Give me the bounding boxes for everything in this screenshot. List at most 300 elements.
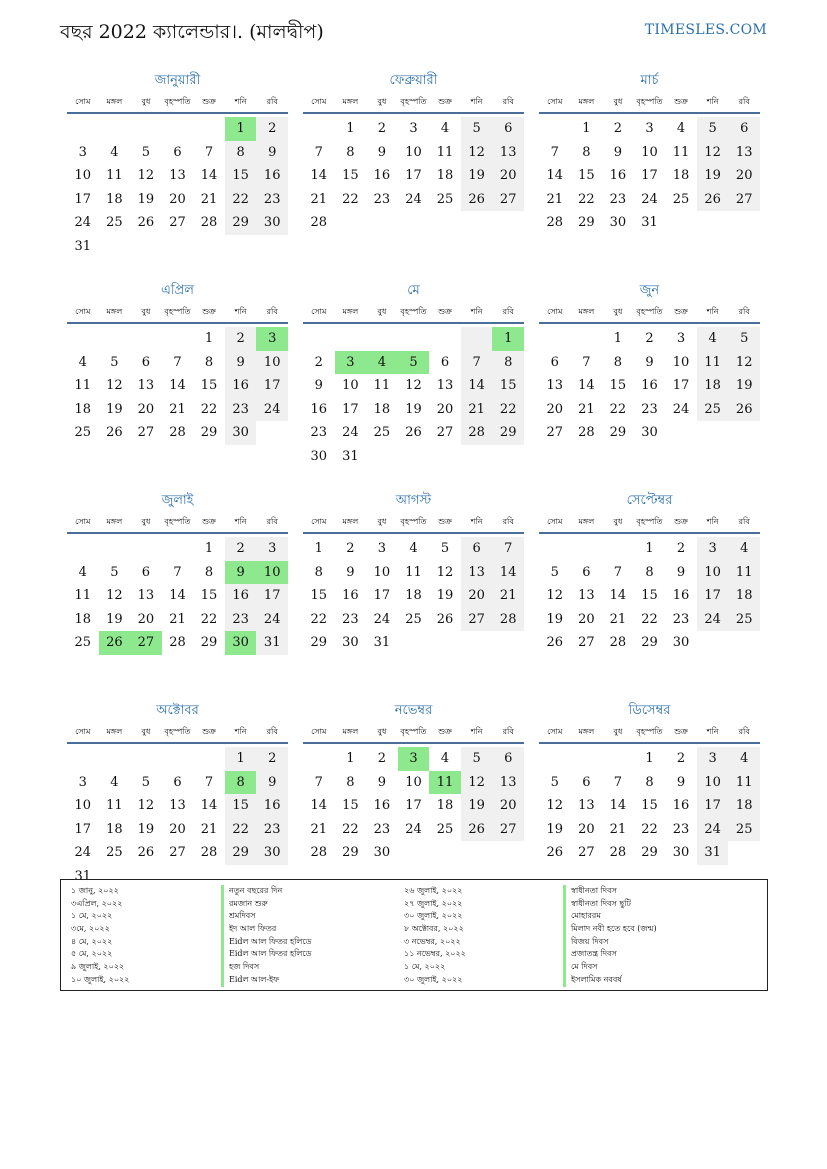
- empty-cell: [728, 841, 760, 865]
- holiday-name: Eidল আল ফিতর হলিডে: [221, 936, 312, 949]
- day-cell: 6: [492, 747, 524, 771]
- day-cell: 5: [110, 564, 119, 580]
- holiday-date: ৪ মে, ২০২২: [71, 936, 113, 946]
- empty-cell: [398, 211, 430, 235]
- day-cell: 15: [200, 378, 218, 393]
- day-cell: 8: [645, 774, 654, 790]
- holiday-name: মোহাররম: [563, 910, 657, 923]
- weekday-label: শনি: [706, 97, 719, 106]
- day-cell: 3: [78, 774, 87, 790]
- weekday-label: শুক্র: [674, 97, 688, 106]
- weekday-label: বুধ: [613, 727, 623, 736]
- weekday-label: শনি: [706, 727, 719, 736]
- month-block: [539, 72, 760, 282]
- weekday-header: [303, 304, 524, 324]
- empty-cell: [335, 211, 367, 235]
- day-cell: 26: [137, 215, 155, 230]
- day-cell: 8: [346, 774, 355, 790]
- day-cell: 30: [641, 425, 658, 440]
- day-cell: 3: [697, 537, 729, 561]
- day-cell: 19: [697, 164, 729, 188]
- empty-cell: [492, 445, 524, 469]
- day-cell: 15: [641, 798, 658, 813]
- empty-cell: [130, 327, 162, 351]
- day-cell: 7: [613, 564, 623, 580]
- weekday-label: বুধ: [141, 97, 151, 106]
- day-cell: 8: [582, 144, 591, 160]
- day-cell: 29: [200, 635, 218, 650]
- empty-cell: [571, 327, 603, 351]
- day-cell: 15: [225, 164, 257, 188]
- day-cell: 15: [310, 588, 328, 603]
- empty-cell: [697, 631, 729, 655]
- holiday-date: ১ জানু, ২০২২: [71, 886, 119, 895]
- day-cell: 16: [256, 794, 288, 818]
- empty-cell: [366, 445, 398, 469]
- day-cell: 3: [256, 537, 288, 561]
- day-grid: [539, 117, 760, 235]
- empty-cell: [225, 235, 257, 259]
- day-cell: 12: [405, 378, 422, 393]
- day-cell: 15: [578, 168, 595, 183]
- day-cell: 13: [137, 588, 155, 603]
- day-cell: 30: [256, 211, 288, 235]
- weekday-label: বুধ: [141, 307, 151, 316]
- day-cell: 2: [225, 327, 257, 351]
- empty-cell: [602, 747, 634, 771]
- day-cell: 17: [405, 798, 422, 813]
- day-cell: 16: [256, 164, 288, 188]
- day-cell: 11: [672, 144, 690, 160]
- day-cell: 13: [492, 771, 524, 795]
- calendar-grid: [67, 72, 760, 912]
- day-cell: 15: [492, 374, 524, 398]
- holiday-name: Eidল আল-ইফ: [221, 974, 312, 987]
- day-cell: 22: [225, 818, 257, 842]
- day-cell: 1: [346, 751, 355, 766]
- day-cell: 15: [609, 378, 627, 393]
- empty-cell: [429, 327, 461, 351]
- day-cell: 1: [492, 327, 524, 351]
- holiday-name: মে দিবস: [563, 961, 657, 974]
- day-cell: 28: [310, 215, 328, 230]
- weekday-label: বুধ: [377, 727, 387, 736]
- day-cell: 14: [200, 798, 218, 813]
- empty-cell: [492, 841, 524, 865]
- day-cell: 26: [99, 631, 131, 655]
- day-cell: 20: [436, 401, 454, 417]
- holiday-date: ৫ মে, ২০২২: [71, 949, 113, 959]
- day-cell: 15: [342, 168, 359, 183]
- day-cell: 13: [578, 798, 595, 813]
- holiday-name: প্রজাতন্ত্র দিবস: [563, 948, 657, 961]
- day-cell: 11: [74, 588, 92, 603]
- day-cell: 29: [342, 845, 359, 860]
- day-cell: 19: [728, 374, 760, 398]
- day-cell: 22: [492, 398, 524, 422]
- day-cell: 31: [373, 635, 391, 650]
- day-cell: 30: [672, 845, 690, 860]
- weekday-label: মঙ্গল: [342, 97, 359, 106]
- day-cell: 8: [204, 354, 214, 370]
- day-cell: 22: [641, 611, 658, 627]
- day-cell: 5: [141, 774, 151, 790]
- month-name: আগস্ট: [395, 493, 432, 508]
- empty-cell: [130, 117, 162, 141]
- weekday-label: মঙ্গল: [342, 307, 359, 316]
- site-link[interactable]: TIMESLES.COM: [644, 22, 767, 38]
- day-cell: 21: [169, 611, 186, 627]
- weekday-header: [303, 94, 524, 114]
- day-cell: 11: [373, 378, 391, 393]
- weekday-header: [67, 94, 288, 114]
- weekday-label: সোম: [75, 517, 91, 526]
- day-cell: 8: [492, 351, 524, 375]
- holiday-name: শ্রমদিবস: [221, 910, 312, 923]
- day-cell: 23: [672, 821, 690, 837]
- day-cell: 18: [74, 611, 92, 627]
- day-cell: 13: [578, 588, 595, 603]
- weekday-label: বুধ: [613, 517, 623, 526]
- holiday-date: ১ মে, ২০২২: [404, 962, 446, 972]
- day-cell: 16: [672, 588, 690, 603]
- holiday-name: মিলাদ নবী হতে হবে (জন্ম): [563, 923, 657, 936]
- day-cell: 17: [74, 821, 92, 837]
- day-cell: 27: [492, 818, 524, 842]
- day-cell: 8: [225, 771, 257, 795]
- day-cell: 3: [335, 351, 367, 375]
- weekday-label: বৃহস্পতি: [400, 517, 427, 526]
- day-cell: 23: [672, 611, 690, 627]
- day-cell: 13: [461, 561, 493, 585]
- holiday-date: ২৭ জুলাই, ২০২২: [404, 898, 463, 908]
- day-cell: 17: [256, 374, 288, 398]
- weekday-label: মঙ্গল: [578, 307, 595, 316]
- weekday-label: বৃহস্পতি: [636, 517, 663, 526]
- day-cell: 20: [461, 584, 493, 608]
- weekday-label: সোম: [75, 307, 91, 316]
- empty-cell: [398, 841, 430, 865]
- day-cell: 6: [173, 774, 182, 790]
- day-cell: 26: [546, 845, 564, 860]
- day-cell: 24: [405, 191, 422, 207]
- month-block: [303, 72, 524, 282]
- day-cell: 18: [672, 168, 690, 183]
- empty-cell: [162, 117, 194, 141]
- day-cell: 28: [461, 421, 493, 445]
- day-cell: 12: [137, 798, 155, 813]
- weekday-label: রবি: [738, 97, 750, 106]
- day-cell: 9: [256, 771, 288, 795]
- day-cell: 9: [377, 774, 387, 790]
- weekday-label: শুক্র: [202, 517, 216, 526]
- day-cell: 12: [697, 141, 729, 165]
- day-cell: 2: [256, 117, 288, 141]
- weekday-label: শনি: [470, 97, 483, 106]
- day-cell: 1: [645, 751, 654, 766]
- weekday-label: শুক্র: [438, 727, 452, 736]
- day-cell: 7: [461, 351, 493, 375]
- empty-cell: [130, 537, 162, 561]
- day-cell: 25: [436, 191, 454, 207]
- day-cell: 12: [106, 588, 123, 603]
- empty-cell: [256, 235, 288, 259]
- day-cell: 17: [697, 794, 729, 818]
- day-cell: 14: [492, 561, 524, 585]
- day-grid: [303, 537, 524, 655]
- day-cell: 18: [74, 401, 92, 417]
- day-cell: 14: [609, 588, 627, 603]
- day-cell: 28: [169, 635, 186, 650]
- day-cell: 5: [550, 774, 559, 790]
- day-cell: 4: [728, 537, 760, 561]
- day-cell: 28: [578, 425, 595, 440]
- day-cell: 28: [310, 845, 328, 860]
- weekday-label: বুধ: [141, 727, 151, 736]
- day-cell: 3: [409, 121, 418, 136]
- day-cell: 22: [200, 401, 218, 417]
- day-cell: 17: [672, 378, 690, 393]
- month-block: [67, 72, 288, 282]
- weekday-label: মঙ্গল: [342, 517, 359, 526]
- month-block: [539, 492, 760, 702]
- day-cell: 25: [672, 191, 690, 207]
- day-cell: 14: [169, 588, 186, 603]
- day-cell: 10: [641, 144, 658, 160]
- day-cell: 19: [461, 794, 493, 818]
- weekday-header: [303, 514, 524, 534]
- holiday-name: ইদ আল ফিতর: [221, 923, 312, 936]
- day-cell: 11: [697, 351, 729, 375]
- day-cell: 22: [578, 191, 595, 207]
- day-cell: 28: [609, 635, 627, 650]
- day-cell: 24: [641, 191, 658, 207]
- day-cell: 20: [169, 191, 186, 207]
- day-cell: 2: [346, 541, 355, 556]
- holiday-date: ৩ নভেম্বর, ২০২২: [404, 936, 461, 946]
- day-cell: 13: [436, 378, 454, 393]
- weekday-label: শনি: [234, 727, 247, 736]
- day-cell: 5: [461, 747, 493, 771]
- weekday-label: সোম: [547, 307, 563, 316]
- day-cell: 2: [645, 331, 654, 346]
- day-cell: 17: [74, 191, 92, 207]
- day-cell: 4: [110, 144, 119, 160]
- empty-cell: [193, 235, 225, 259]
- empty-cell: [99, 537, 131, 561]
- day-cell: 13: [728, 141, 760, 165]
- day-cell: 18: [405, 588, 422, 603]
- day-cell: 8: [204, 564, 214, 580]
- day-cell: 5: [550, 564, 559, 580]
- empty-cell: [366, 211, 398, 235]
- day-cell: 1: [613, 331, 623, 346]
- empty-cell: [539, 537, 571, 561]
- empty-cell: [571, 537, 603, 561]
- holiday-name: স্বাধীনতা দিবস ছুটি: [563, 898, 657, 911]
- day-cell: 3: [256, 327, 288, 351]
- empty-cell: [162, 747, 194, 771]
- day-cell: 6: [461, 537, 493, 561]
- day-cell: 23: [641, 401, 658, 417]
- day-cell: 22: [225, 188, 257, 212]
- holiday-date: ৩০ জুলাই, ২০২২: [404, 911, 463, 921]
- weekday-label: শুক্র: [674, 517, 688, 526]
- day-cell: 3: [697, 747, 729, 771]
- empty-cell: [697, 211, 729, 235]
- month-name: মে: [407, 283, 420, 298]
- day-cell: 22: [200, 611, 218, 627]
- day-cell: 25: [74, 635, 92, 650]
- weekday-label: শনি: [706, 517, 719, 526]
- weekday-label: সোম: [547, 727, 563, 736]
- weekday-label: শনি: [234, 307, 247, 316]
- holiday-date: ৩মে, ২০২২: [71, 924, 110, 934]
- day-cell: 6: [141, 354, 151, 370]
- weekday-label: রবি: [738, 517, 750, 526]
- month-block: [539, 282, 760, 492]
- holiday-name: নতুন বছরের দিন: [221, 885, 312, 898]
- day-grid: [539, 747, 760, 865]
- day-cell: 20: [578, 821, 595, 837]
- day-cell: 16: [225, 374, 257, 398]
- weekday-header: [67, 514, 288, 534]
- day-cell: 8: [225, 141, 257, 165]
- weekday-label: মঙ্গল: [578, 97, 595, 106]
- weekday-label: বুধ: [377, 307, 387, 316]
- weekday-label: বৃহস্পতি: [636, 727, 663, 736]
- weekday-label: শুক্র: [202, 97, 216, 106]
- day-cell: 31: [74, 868, 92, 884]
- day-cell: 28: [200, 845, 218, 860]
- empty-cell: [398, 445, 430, 469]
- weekday-label: রবি: [502, 727, 514, 736]
- day-cell: 6: [728, 117, 760, 141]
- day-cell: 13: [137, 378, 155, 393]
- day-cell: 21: [310, 191, 328, 207]
- day-cell: 12: [728, 351, 760, 375]
- weekday-label: বৃহস্পতি: [636, 307, 663, 316]
- day-cell: 15: [342, 798, 359, 813]
- day-cell: 10: [256, 351, 288, 375]
- holiday-date: ৩এপ্রিল, ২০২২: [71, 898, 123, 908]
- weekday-label: রবি: [738, 307, 750, 316]
- empty-cell: [461, 445, 493, 469]
- day-cell: 30: [672, 635, 690, 650]
- day-cell: 7: [613, 774, 623, 790]
- day-cell: 14: [310, 168, 328, 183]
- day-cell: 26: [697, 188, 729, 212]
- empty-cell: [193, 117, 225, 141]
- day-cell: 16: [373, 798, 391, 813]
- weekday-label: শুক্র: [202, 307, 216, 316]
- day-cell: 27: [492, 188, 524, 212]
- day-cell: 22: [641, 821, 658, 837]
- day-cell: 24: [74, 215, 92, 230]
- weekday-label: বৃহস্পতি: [400, 727, 427, 736]
- day-cell: 14: [169, 378, 186, 393]
- month-name: জুলাই: [161, 493, 194, 508]
- day-cell: 31: [74, 238, 92, 254]
- day-cell: 23: [225, 398, 257, 422]
- empty-cell: [728, 421, 760, 445]
- day-cell: 26: [137, 845, 155, 860]
- day-cell: 5: [141, 144, 151, 160]
- day-cell: 21: [578, 401, 595, 417]
- day-cell: 11: [106, 798, 123, 813]
- empty-cell: [335, 327, 367, 351]
- day-grid: [303, 117, 524, 235]
- empty-cell: [67, 537, 99, 561]
- day-cell: 1: [314, 541, 323, 556]
- day-cell: 5: [440, 541, 450, 556]
- day-cell: 24: [405, 821, 422, 837]
- weekday-label: সোম: [75, 727, 91, 736]
- weekday-label: মঙ্গল: [106, 97, 123, 106]
- empty-cell: [303, 747, 335, 771]
- day-cell: 12: [106, 378, 123, 393]
- day-cell: 14: [546, 168, 564, 183]
- day-cell: 7: [492, 537, 524, 561]
- day-cell: 13: [169, 798, 186, 813]
- weekday-label: সোম: [311, 97, 327, 106]
- empty-cell: [130, 747, 162, 771]
- day-cell: 16: [609, 168, 627, 183]
- day-cell: 21: [609, 611, 627, 627]
- day-grid: [303, 747, 524, 865]
- day-cell: 10: [697, 561, 729, 585]
- day-cell: 15: [225, 794, 257, 818]
- empty-cell: [697, 421, 729, 445]
- day-cell: 21: [200, 191, 218, 207]
- day-cell: 4: [440, 121, 450, 136]
- day-cell: 16: [641, 378, 658, 393]
- month-name: ডিসেম্বর: [628, 703, 671, 718]
- day-cell: 5: [728, 327, 760, 351]
- day-cell: 10: [74, 168, 92, 183]
- day-cell: 2: [314, 354, 323, 370]
- day-cell: 20: [728, 164, 760, 188]
- empty-cell: [429, 445, 461, 469]
- day-cell: 9: [645, 354, 654, 370]
- day-cell: 11: [436, 144, 454, 160]
- day-cell: 7: [173, 354, 182, 370]
- day-cell: 25: [405, 611, 422, 627]
- day-cell: 1: [204, 331, 214, 346]
- day-cell: 25: [728, 608, 760, 632]
- day-cell: 18: [728, 794, 760, 818]
- day-cell: 30: [609, 215, 627, 230]
- day-cell: 16: [310, 401, 328, 417]
- day-cell: 28: [169, 425, 186, 440]
- day-cell: 24: [74, 845, 92, 860]
- weekday-label: বৃহস্পতি: [636, 97, 663, 106]
- day-cell: 31: [342, 448, 359, 464]
- day-cell: 18: [106, 191, 123, 207]
- empty-cell: [67, 327, 99, 351]
- weekday-label: শুক্র: [438, 517, 452, 526]
- day-cell: 25: [697, 398, 729, 422]
- day-cell: 9: [676, 774, 686, 790]
- weekday-label: রবি: [502, 307, 514, 316]
- day-cell: 2: [676, 751, 686, 766]
- day-cell: 26: [546, 635, 564, 650]
- day-cell: 30: [310, 448, 328, 464]
- day-cell: 30: [342, 635, 359, 650]
- day-cell: 11: [106, 168, 123, 183]
- day-cell: 2: [613, 121, 623, 136]
- day-cell: 20: [578, 611, 595, 627]
